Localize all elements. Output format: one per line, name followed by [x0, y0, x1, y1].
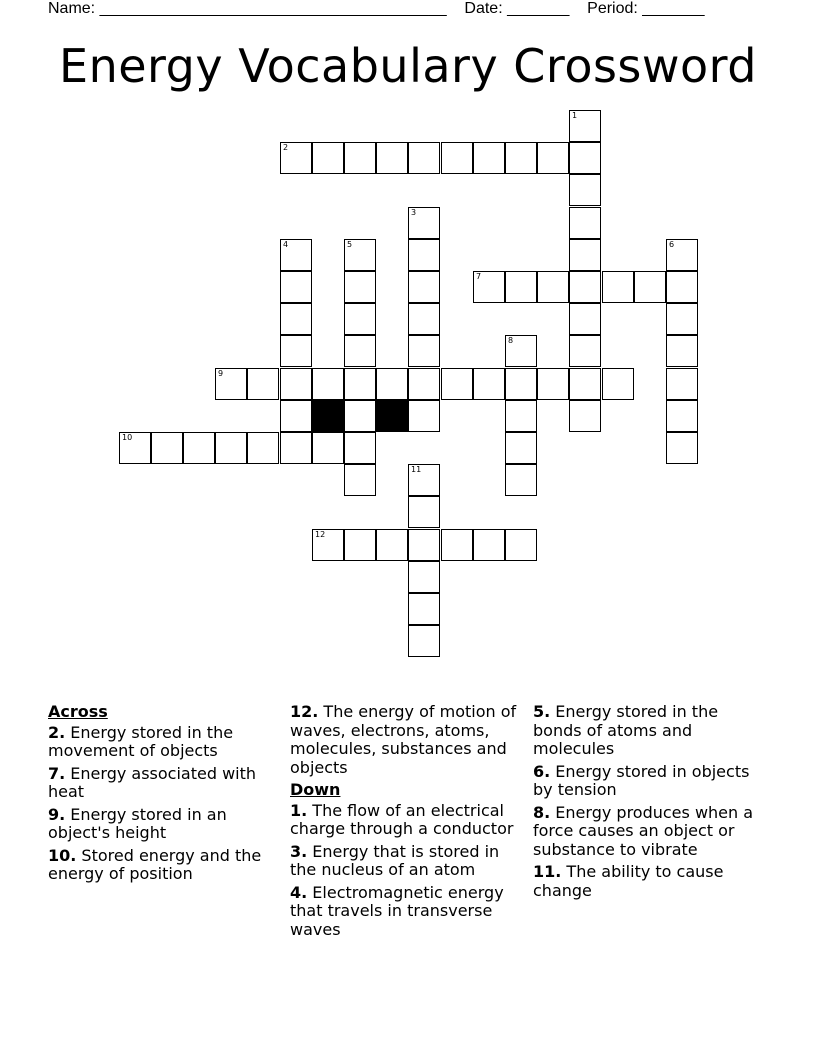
down-clue: 8. Energy produces when a force causes an object or substance to vibrate — [533, 802, 754, 859]
crossword-cell[interactable] — [408, 335, 440, 367]
crossword-cell[interactable] — [151, 432, 183, 464]
crossword-cell[interactable] — [666, 368, 698, 400]
crossword-cell[interactable] — [408, 142, 440, 174]
down-clue: 11. The ability to cause change — [533, 862, 724, 900]
crossword-cell[interactable] — [215, 432, 247, 464]
crossword-cell[interactable] — [280, 335, 312, 367]
clue-column-3 — [533, 703, 769, 904]
crossword-cell[interactable] — [537, 142, 569, 174]
cell-number: 9 — [218, 369, 224, 378]
page-title: Energy Vocabulary Crossword — [59, 39, 757, 93]
crossword-cell[interactable] — [505, 464, 537, 496]
name-date-period-line: Name: _______________________________________ Date: _______ Period: _______ — [48, 0, 705, 17]
crossword-cell[interactable] — [473, 529, 505, 561]
crossword-cell[interactable] — [666, 432, 698, 464]
crossword-cell[interactable] — [666, 335, 698, 367]
crossword-cell[interactable] — [344, 303, 376, 335]
down-clue: 5. Energy stored in the bonds of atoms and molecules — [533, 702, 719, 758]
crossword-black-cell — [312, 400, 344, 432]
crossword-cell[interactable] — [666, 400, 698, 432]
cell-number: 5 — [347, 240, 353, 249]
crossword-cell[interactable] — [312, 368, 344, 400]
down-clue: 3. Energy that is stored in the nucleus of an atom — [290, 841, 500, 879]
crossword-cell[interactable] — [569, 207, 601, 239]
crossword-cell[interactable] — [505, 142, 537, 174]
crossword-cell[interactable] — [569, 239, 601, 271]
crossword-cell[interactable] — [408, 303, 440, 335]
crossword-cell[interactable] — [441, 142, 473, 174]
crossword-cell[interactable] — [344, 432, 376, 464]
crossword-cell[interactable] — [569, 271, 601, 303]
crossword-cell[interactable] — [344, 239, 376, 271]
crossword-cell[interactable] — [569, 303, 601, 335]
down-clue: 4. Electromagnetic energy that travels in transverse waves — [290, 882, 504, 939]
crossword-cell[interactable] — [505, 529, 537, 561]
crossword-cell[interactable] — [505, 432, 537, 464]
cell-number: 8 — [508, 336, 514, 345]
crossword-cell[interactable] — [247, 432, 279, 464]
cell-number: 11 — [411, 465, 422, 474]
crossword-cell[interactable] — [408, 496, 440, 528]
across-heading: Across — [48, 702, 108, 721]
crossword-cell[interactable] — [408, 625, 440, 657]
crossword-cell[interactable] — [666, 239, 698, 271]
crossword-cell[interactable] — [376, 529, 408, 561]
crossword-cell[interactable] — [280, 368, 312, 400]
crossword-cell[interactable] — [312, 529, 344, 561]
cell-number: 6 — [669, 240, 675, 249]
crossword-cell[interactable] — [215, 368, 247, 400]
cell-number: 2 — [283, 143, 289, 152]
crossword-cell[interactable] — [408, 368, 440, 400]
crossword-cell[interactable] — [569, 142, 601, 174]
cell-number: 10 — [122, 433, 133, 442]
crossword-cell[interactable] — [408, 207, 440, 239]
across-clue: 10. Stored energy and the energy of position — [48, 845, 262, 883]
crossword-black-cell — [376, 400, 408, 432]
crossword-cell[interactable] — [280, 432, 312, 464]
crossword-cell[interactable] — [408, 239, 440, 271]
crossword-cell[interactable] — [344, 400, 376, 432]
crossword-cell[interactable] — [569, 400, 601, 432]
crossword-cell[interactable] — [505, 335, 537, 367]
crossword-cell[interactable] — [376, 368, 408, 400]
crossword-cell[interactable] — [408, 593, 440, 625]
down-clue: 6. Energy stored in objects by tension — [533, 761, 750, 799]
crossword-cell[interactable] — [473, 271, 505, 303]
clue-column-2 — [290, 703, 526, 943]
across-clue: 12. The energy of motion of waves, electrons, atoms, molecules, substances and objects — [290, 702, 517, 777]
crossword-cell[interactable] — [505, 400, 537, 432]
crossword-cell[interactable] — [569, 335, 601, 367]
across-clue: 7. Energy associated with heat — [48, 763, 257, 801]
crossword-cell[interactable] — [666, 271, 698, 303]
crossword-cell[interactable] — [280, 400, 312, 432]
crossword-cell[interactable] — [280, 142, 312, 174]
cell-number: 1 — [572, 111, 578, 120]
crossword-cell[interactable] — [280, 271, 312, 303]
crossword-cell[interactable] — [505, 368, 537, 400]
crossword-cell[interactable] — [634, 271, 666, 303]
across-clue: 2. Energy stored in the movement of objects — [48, 722, 234, 760]
crossword-cell[interactable] — [569, 368, 601, 400]
crossword-cell[interactable] — [280, 239, 312, 271]
crossword-cell[interactable] — [344, 529, 376, 561]
crossword-cell[interactable] — [183, 432, 215, 464]
crossword-cell[interactable] — [344, 335, 376, 367]
crossword-cell[interactable] — [441, 529, 473, 561]
crossword-cell[interactable] — [344, 368, 376, 400]
crossword-cell[interactable] — [344, 271, 376, 303]
cell-number: 7 — [476, 272, 482, 281]
crossword-cell[interactable] — [344, 142, 376, 174]
cell-number: 4 — [283, 240, 289, 249]
crossword-cell[interactable] — [569, 110, 601, 142]
crossword-cell[interactable] — [119, 432, 151, 464]
cell-number: 12 — [315, 530, 326, 539]
crossword-cell[interactable] — [408, 464, 440, 496]
crossword-cell[interactable] — [312, 142, 344, 174]
crossword-cell[interactable] — [666, 303, 698, 335]
across-clue: 9. Energy stored in an object's height — [48, 804, 227, 842]
crossword-cell[interactable] — [408, 271, 440, 303]
crossword-cell[interactable] — [376, 142, 408, 174]
crossword-cell[interactable] — [473, 368, 505, 400]
crossword-cell[interactable] — [537, 271, 569, 303]
crossword-cell[interactable] — [408, 529, 440, 561]
crossword-cell[interactable] — [505, 271, 537, 303]
crossword-cell[interactable] — [569, 174, 601, 206]
crossword-cell[interactable] — [441, 368, 473, 400]
cell-number: 3 — [411, 208, 417, 217]
down-heading: Down — [290, 780, 341, 799]
crossword-cell[interactable] — [408, 400, 440, 432]
crossword-cell[interactable] — [280, 303, 312, 335]
crossword-cell[interactable] — [344, 464, 376, 496]
crossword-cell[interactable] — [537, 368, 569, 400]
crossword-cell[interactable] — [408, 561, 440, 593]
crossword-cell[interactable] — [247, 368, 279, 400]
crossword-cell[interactable] — [602, 368, 634, 400]
clue-column-1 — [48, 703, 284, 888]
crossword-cell[interactable] — [602, 271, 634, 303]
crossword-cell[interactable] — [312, 432, 344, 464]
crossword-cell[interactable] — [473, 142, 505, 174]
down-clue: 1. The flow of an electrical charge through a conductor — [290, 800, 514, 838]
